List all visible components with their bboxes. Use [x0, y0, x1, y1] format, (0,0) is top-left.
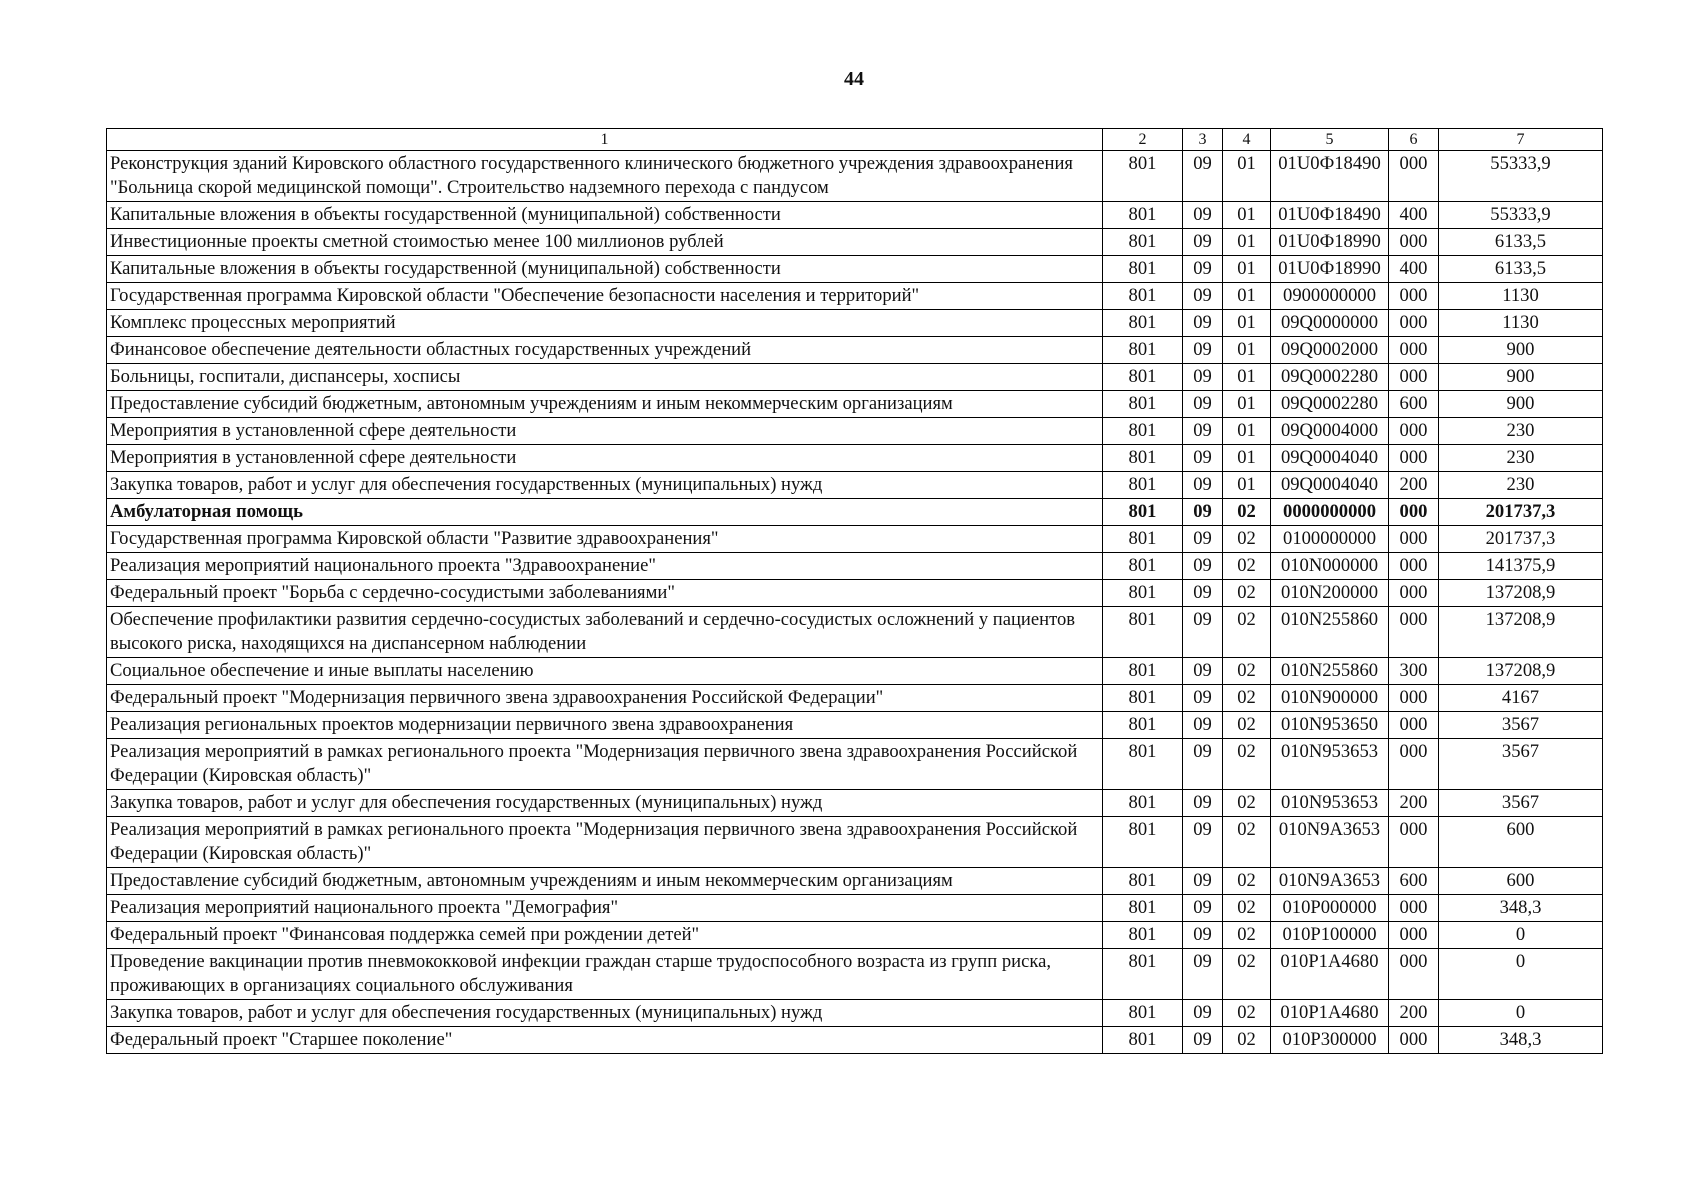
row-name-cell: Капитальные вложения в объекты государственной (муниципальной) собственности: [107, 256, 1103, 283]
subsection-code-cell: 02: [1223, 658, 1271, 685]
table-row: [107, 256, 1603, 283]
section-code-cell: 09: [1183, 949, 1223, 1000]
target-article-cell: 01U0Ф18490: [1271, 151, 1389, 202]
subsection-code-cell: 02: [1223, 1027, 1271, 1054]
expense-type-cell: 000: [1389, 712, 1439, 739]
table-row: [107, 949, 1603, 1000]
ministry-code-cell: 801: [1103, 310, 1183, 337]
section-code-cell: 09: [1183, 553, 1223, 580]
row-name-cell: Федеральный проект "Старшее поколение": [107, 1027, 1103, 1054]
amount-cell: 201737,3: [1439, 526, 1603, 553]
row-name-cell: Обеспечение профилактики развития сердечно-сосудистых заболеваний и сердечно-сосудистых осложнений у пациентов высокого риска, находящихся на диспансерном наблюдении: [107, 607, 1103, 658]
expense-type-cell: 000: [1389, 445, 1439, 472]
target-article-cell: 09Q0000000: [1271, 310, 1389, 337]
target-article-cell: 010P100000: [1271, 922, 1389, 949]
amount-cell: 0: [1439, 1000, 1603, 1027]
expense-type-cell: 000: [1389, 607, 1439, 658]
amount-cell: 1130: [1439, 310, 1603, 337]
column-header-2: 2: [1103, 129, 1183, 151]
subsection-code-cell: 02: [1223, 712, 1271, 739]
target-article-cell: 01U0Ф18990: [1271, 256, 1389, 283]
expense-type-cell: 000: [1389, 1027, 1439, 1054]
row-name-cell: Федеральный проект "Финансовая поддержка семей при рождении детей": [107, 922, 1103, 949]
budget-table: [106, 128, 1603, 1054]
table-row: [107, 151, 1603, 202]
amount-cell: 141375,9: [1439, 553, 1603, 580]
subsection-code-cell: 01: [1223, 229, 1271, 256]
section-code-cell: 09: [1183, 499, 1223, 526]
target-article-cell: 01U0Ф18990: [1271, 229, 1389, 256]
target-article-cell: 010N953653: [1271, 739, 1389, 790]
table-row: [107, 817, 1603, 868]
amount-cell: 4167: [1439, 685, 1603, 712]
target-article-cell: 010N255860: [1271, 658, 1389, 685]
subsection-code-cell: 02: [1223, 1000, 1271, 1027]
subsection-code-cell: 02: [1223, 868, 1271, 895]
target-article-cell: 0100000000: [1271, 526, 1389, 553]
subsection-code-cell: 01: [1223, 310, 1271, 337]
table-row: [107, 922, 1603, 949]
target-article-cell: 01U0Ф18490: [1271, 202, 1389, 229]
ministry-code-cell: 801: [1103, 895, 1183, 922]
section-code-cell: 09: [1183, 418, 1223, 445]
table-row: [107, 526, 1603, 553]
expense-type-cell: 000: [1389, 283, 1439, 310]
ministry-code-cell: 801: [1103, 418, 1183, 445]
expense-type-cell: 000: [1389, 151, 1439, 202]
section-code-cell: 09: [1183, 922, 1223, 949]
expense-type-cell: 200: [1389, 1000, 1439, 1027]
ministry-code-cell: 801: [1103, 283, 1183, 310]
amount-cell: 55333,9: [1439, 151, 1603, 202]
expense-type-cell: 000: [1389, 337, 1439, 364]
row-name-cell: Комплекс процессных мероприятий: [107, 310, 1103, 337]
row-name-cell: Закупка товаров, работ и услуг для обеспечения государственных (муниципальных) нужд: [107, 1000, 1103, 1027]
subsection-code-cell: 01: [1223, 151, 1271, 202]
amount-cell: 0: [1439, 922, 1603, 949]
ministry-code-cell: 801: [1103, 868, 1183, 895]
target-article-cell: 010N953653: [1271, 790, 1389, 817]
row-name-cell: Государственная программа Кировской области "Обеспечение безопасности населения и территорий": [107, 283, 1103, 310]
column-header-3: 3: [1183, 129, 1223, 151]
amount-cell: 6133,5: [1439, 229, 1603, 256]
target-article-cell: 09Q0004040: [1271, 445, 1389, 472]
target-article-cell: 010P000000: [1271, 895, 1389, 922]
row-name-cell: Реализация региональных проектов модернизации первичного звена здравоохранения: [107, 712, 1103, 739]
ministry-code-cell: 801: [1103, 364, 1183, 391]
section-code-cell: 09: [1183, 739, 1223, 790]
column-header-1: 1: [107, 129, 1103, 151]
ministry-code-cell: 801: [1103, 712, 1183, 739]
row-name-cell: Закупка товаров, работ и услуг для обеспечения государственных (муниципальных) нужд: [107, 472, 1103, 499]
table-row: [107, 472, 1603, 499]
row-name-cell: Социальное обеспечение и иные выплаты населению: [107, 658, 1103, 685]
expense-type-cell: 400: [1389, 202, 1439, 229]
row-name-cell: Предоставление субсидий бюджетным, автономным учреждениям и иным некоммерческим организациям: [107, 391, 1103, 418]
ministry-code-cell: 801: [1103, 553, 1183, 580]
ministry-code-cell: 801: [1103, 1027, 1183, 1054]
row-name-cell: Федеральный проект "Модернизация первичного звена здравоохранения Российской Федерации": [107, 685, 1103, 712]
expense-type-cell: 000: [1389, 580, 1439, 607]
subsection-code-cell: 01: [1223, 445, 1271, 472]
section-code-cell: 09: [1183, 658, 1223, 685]
ministry-code-cell: 801: [1103, 202, 1183, 229]
row-name-cell: Капитальные вложения в объекты государственной (муниципальной) собственности: [107, 202, 1103, 229]
table-row: [107, 739, 1603, 790]
section-code-cell: 09: [1183, 283, 1223, 310]
column-header-7: 7: [1439, 129, 1603, 151]
target-article-cell: 09Q0002280: [1271, 364, 1389, 391]
expense-type-cell: 600: [1389, 391, 1439, 418]
ministry-code-cell: 801: [1103, 1000, 1183, 1027]
subsection-code-cell: 02: [1223, 607, 1271, 658]
ministry-code-cell: 801: [1103, 445, 1183, 472]
table-row: [107, 283, 1603, 310]
expense-type-cell: 000: [1389, 526, 1439, 553]
ministry-code-cell: 801: [1103, 391, 1183, 418]
amount-cell: 137208,9: [1439, 580, 1603, 607]
row-name-cell: Реализация мероприятий в рамках регионального проекта "Модернизация первичного звена здравоохранения Российской Федерации (Кировская область)": [107, 817, 1103, 868]
target-article-cell: 09Q0002000: [1271, 337, 1389, 364]
section-code-cell: 09: [1183, 868, 1223, 895]
subsection-code-cell: 01: [1223, 418, 1271, 445]
amount-cell: 348,3: [1439, 1027, 1603, 1054]
target-article-cell: 010N9A3653: [1271, 868, 1389, 895]
target-article-cell: 09Q0004000: [1271, 418, 1389, 445]
table-row: [107, 418, 1603, 445]
column-header-6: 6: [1389, 129, 1439, 151]
subsection-code-cell: 01: [1223, 364, 1271, 391]
amount-cell: 137208,9: [1439, 658, 1603, 685]
table-row: [107, 607, 1603, 658]
ministry-code-cell: 801: [1103, 229, 1183, 256]
section-code-cell: 09: [1183, 364, 1223, 391]
target-article-cell: 010N255860: [1271, 607, 1389, 658]
amount-cell: 900: [1439, 391, 1603, 418]
section-code-cell: 09: [1183, 445, 1223, 472]
row-name-cell: Проведение вакцинации против пневмококковой инфекции граждан старше трудоспособного возраста из групп риска, проживающих в организациях социального обслуживания: [107, 949, 1103, 1000]
amount-cell: 600: [1439, 817, 1603, 868]
table-row: [107, 553, 1603, 580]
ministry-code-cell: 801: [1103, 580, 1183, 607]
subsection-code-cell: 01: [1223, 391, 1271, 418]
ministry-code-cell: 801: [1103, 256, 1183, 283]
amount-cell: 900: [1439, 337, 1603, 364]
target-article-cell: 010N000000: [1271, 553, 1389, 580]
table-row: [107, 895, 1603, 922]
expense-type-cell: 000: [1389, 364, 1439, 391]
amount-cell: 600: [1439, 868, 1603, 895]
amount-cell: 0: [1439, 949, 1603, 1000]
row-name-cell: Реализация мероприятий национального проекта "Демография": [107, 895, 1103, 922]
target-article-cell: 09Q0004040: [1271, 472, 1389, 499]
table-row: [107, 790, 1603, 817]
table-row: [107, 391, 1603, 418]
target-article-cell: 010P1A4680: [1271, 949, 1389, 1000]
table-header-row: [107, 129, 1603, 151]
table-row: [107, 712, 1603, 739]
row-name-cell: Больницы, госпитали, диспансеры, хосписы: [107, 364, 1103, 391]
section-code-cell: 09: [1183, 391, 1223, 418]
section-code-cell: 09: [1183, 1027, 1223, 1054]
amount-cell: 3567: [1439, 712, 1603, 739]
target-article-cell: 010N953650: [1271, 712, 1389, 739]
section-code-cell: 09: [1183, 472, 1223, 499]
target-article-cell: 010N900000: [1271, 685, 1389, 712]
amount-cell: 230: [1439, 445, 1603, 472]
target-article-cell: 0000000000: [1271, 499, 1389, 526]
table-row: [107, 310, 1603, 337]
subsection-code-cell: 01: [1223, 202, 1271, 229]
ministry-code-cell: 801: [1103, 790, 1183, 817]
subsection-code-cell: 02: [1223, 685, 1271, 712]
table-row: [107, 229, 1603, 256]
amount-cell: 348,3: [1439, 895, 1603, 922]
amount-cell: 201737,3: [1439, 499, 1603, 526]
table-row: [107, 337, 1603, 364]
row-name-cell: Мероприятия в установленной сфере деятельности: [107, 445, 1103, 472]
ministry-code-cell: 801: [1103, 658, 1183, 685]
table-row: [107, 202, 1603, 229]
expense-type-cell: 200: [1389, 472, 1439, 499]
expense-type-cell: 000: [1389, 553, 1439, 580]
ministry-code-cell: 801: [1103, 922, 1183, 949]
expense-type-cell: 600: [1389, 868, 1439, 895]
target-article-cell: 010N9A3653: [1271, 817, 1389, 868]
expense-type-cell: 300: [1389, 658, 1439, 685]
table-row: [107, 580, 1603, 607]
row-name-cell: Государственная программа Кировской области "Развитие здравоохранения": [107, 526, 1103, 553]
table-row: [107, 445, 1603, 472]
target-article-cell: 0900000000: [1271, 283, 1389, 310]
subsection-code-cell: 01: [1223, 283, 1271, 310]
section-code-cell: 09: [1183, 712, 1223, 739]
subsection-code-cell: 02: [1223, 526, 1271, 553]
subsection-code-cell: 01: [1223, 256, 1271, 283]
ministry-code-cell: 801: [1103, 739, 1183, 790]
subsection-code-cell: 02: [1223, 922, 1271, 949]
expense-type-cell: 000: [1389, 229, 1439, 256]
section-code-cell: 09: [1183, 202, 1223, 229]
table-row: [107, 658, 1603, 685]
expense-type-cell: 000: [1389, 895, 1439, 922]
subsection-code-cell: 02: [1223, 790, 1271, 817]
row-name-cell: Федеральный проект "Борьба с сердечно-сосудистыми заболеваниями": [107, 580, 1103, 607]
ministry-code-cell: 801: [1103, 949, 1183, 1000]
section-code-cell: 09: [1183, 685, 1223, 712]
section-code-cell: 09: [1183, 790, 1223, 817]
subsection-code-cell: 02: [1223, 499, 1271, 526]
amount-cell: 230: [1439, 472, 1603, 499]
ministry-code-cell: 801: [1103, 472, 1183, 499]
target-article-cell: 010P300000: [1271, 1027, 1389, 1054]
section-code-cell: 09: [1183, 310, 1223, 337]
expense-type-cell: 000: [1389, 310, 1439, 337]
row-name-cell: Реализация мероприятий национального проекта "Здравоохранение": [107, 553, 1103, 580]
expense-type-cell: 000: [1389, 949, 1439, 1000]
expense-type-cell: 000: [1389, 418, 1439, 445]
ministry-code-cell: 801: [1103, 607, 1183, 658]
target-article-cell: 010N200000: [1271, 580, 1389, 607]
subsection-code-cell: 02: [1223, 895, 1271, 922]
row-name-cell: Закупка товаров, работ и услуг для обеспечения государственных (муниципальных) нужд: [107, 790, 1103, 817]
table-row: [107, 868, 1603, 895]
subsection-code-cell: 02: [1223, 580, 1271, 607]
amount-cell: 55333,9: [1439, 202, 1603, 229]
amount-cell: 6133,5: [1439, 256, 1603, 283]
section-code-cell: 09: [1183, 895, 1223, 922]
table-row: [107, 1027, 1603, 1054]
target-article-cell: 010P1A4680: [1271, 1000, 1389, 1027]
section-code-cell: 09: [1183, 1000, 1223, 1027]
target-article-cell: 09Q0002280: [1271, 391, 1389, 418]
row-name-cell: Мероприятия в установленной сфере деятельности: [107, 418, 1103, 445]
ministry-code-cell: 801: [1103, 685, 1183, 712]
expense-type-cell: 000: [1389, 499, 1439, 526]
table-row: [107, 1000, 1603, 1027]
table-row: [107, 499, 1603, 526]
subsection-code-cell: 02: [1223, 949, 1271, 1000]
ministry-code-cell: 801: [1103, 817, 1183, 868]
column-header-5: 5: [1271, 129, 1389, 151]
ministry-code-cell: 801: [1103, 151, 1183, 202]
table-row: [107, 685, 1603, 712]
expense-type-cell: 000: [1389, 685, 1439, 712]
page-number: 44: [844, 68, 864, 90]
row-name-cell: Финансовое обеспечение деятельности областных государственных учреждений: [107, 337, 1103, 364]
ministry-code-cell: 801: [1103, 337, 1183, 364]
row-name-cell: Реконструкция зданий Кировского областного государственного клинического бюджетного учреждения здравоохранения "Больница скорой медицинской помощи". Строительство надземного перехода с пандусом: [107, 151, 1103, 202]
amount-cell: 230: [1439, 418, 1603, 445]
row-name-cell: Предоставление субсидий бюджетным, автономным учреждениям и иным некоммерческим организациям: [107, 868, 1103, 895]
section-code-cell: 09: [1183, 817, 1223, 868]
expense-type-cell: 400: [1389, 256, 1439, 283]
subsection-code-cell: 02: [1223, 739, 1271, 790]
ministry-code-cell: 801: [1103, 526, 1183, 553]
section-code-cell: 09: [1183, 580, 1223, 607]
amount-cell: 3567: [1439, 739, 1603, 790]
expense-type-cell: 200: [1389, 790, 1439, 817]
amount-cell: 1130: [1439, 283, 1603, 310]
row-name-cell: Реализация мероприятий в рамках регионального проекта "Модернизация первичного звена здравоохранения Российской Федерации (Кировская область)": [107, 739, 1103, 790]
amount-cell: 137208,9: [1439, 607, 1603, 658]
subsection-code-cell: 01: [1223, 337, 1271, 364]
section-code-cell: 09: [1183, 607, 1223, 658]
amount-cell: 900: [1439, 364, 1603, 391]
expense-type-cell: 000: [1389, 817, 1439, 868]
amount-cell: 3567: [1439, 790, 1603, 817]
subsection-code-cell: 02: [1223, 553, 1271, 580]
subsection-code-cell: 02: [1223, 817, 1271, 868]
table-row: [107, 364, 1603, 391]
row-name-cell: Амбулаторная помощь: [107, 499, 1103, 526]
section-code-cell: 09: [1183, 526, 1223, 553]
expense-type-cell: 000: [1389, 922, 1439, 949]
expense-type-cell: 000: [1389, 739, 1439, 790]
subsection-code-cell: 01: [1223, 472, 1271, 499]
section-code-cell: 09: [1183, 229, 1223, 256]
column-header-4: 4: [1223, 129, 1271, 151]
section-code-cell: 09: [1183, 337, 1223, 364]
section-code-cell: 09: [1183, 256, 1223, 283]
row-name-cell: Инвестиционные проекты сметной стоимостью менее 100 миллионов рублей: [107, 229, 1103, 256]
section-code-cell: 09: [1183, 151, 1223, 202]
ministry-code-cell: 801: [1103, 499, 1183, 526]
